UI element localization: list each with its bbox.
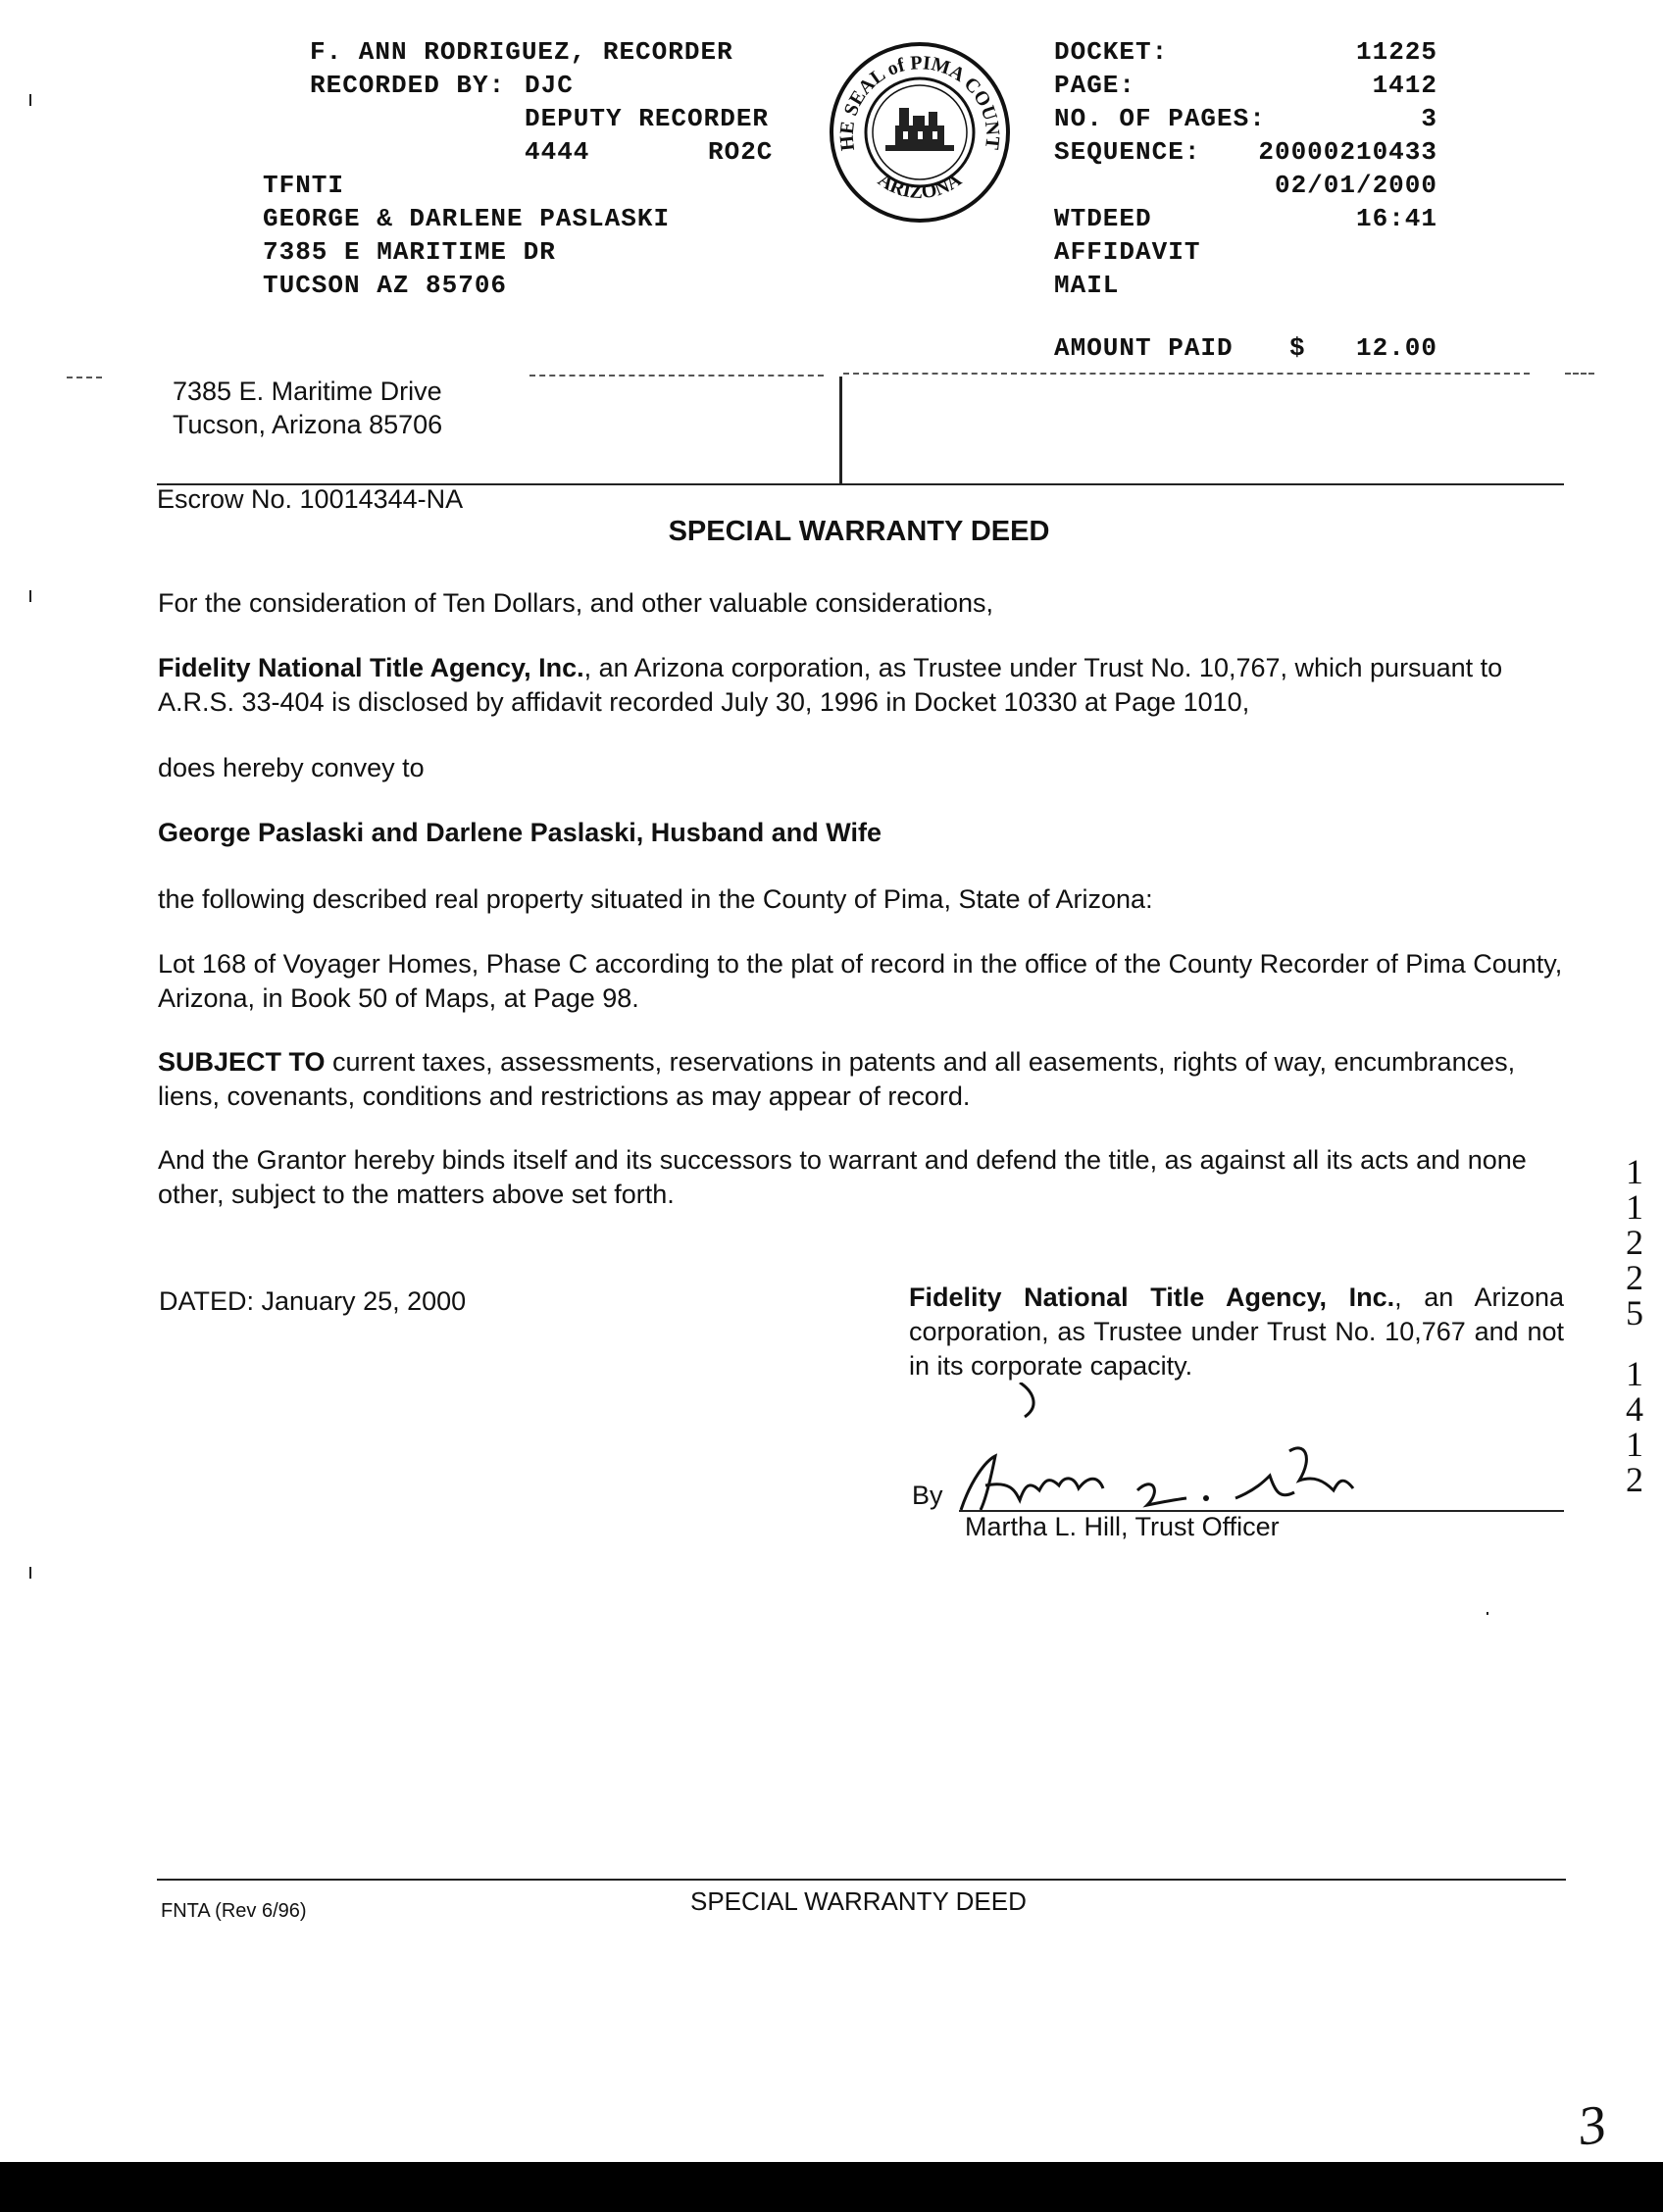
margin-stamp-digit: 2 xyxy=(1626,1258,1643,1297)
grantor-name: Fidelity National Title Agency, Inc. xyxy=(158,653,584,682)
pages-label: NO. OF PAGES: xyxy=(1054,104,1266,133)
recorder-name: F. ANN RODRIGUEZ, RECORDER xyxy=(310,37,733,67)
margin-stamp-digit: 1 xyxy=(1626,1187,1643,1227)
doc-type-3: MAIL xyxy=(1054,271,1120,300)
dashed-rule xyxy=(1565,373,1594,375)
dated-line: DATED: January 25, 2000 xyxy=(159,1286,467,1316)
property-location-paragraph: the following described real property situated in the County of Pima, State of Arizona: xyxy=(158,884,1153,914)
doc-type-2: AFFIDAVIT xyxy=(1054,237,1201,267)
doc-type-1: WTDEED xyxy=(1054,204,1152,233)
signature xyxy=(941,1382,1412,1530)
margin-stamp-digit: 1 xyxy=(1626,1425,1643,1464)
page-label: PAGE: xyxy=(1054,71,1136,100)
party-names: GEORGE & DARLENE PASLASKI xyxy=(263,204,671,233)
seal-bottom-text: ARIZONA xyxy=(874,169,966,204)
margin-stamp-digit: 5 xyxy=(1626,1293,1643,1332)
record-date: 02/01/2000 xyxy=(1274,171,1437,200)
margin-mark xyxy=(1487,1612,1488,1615)
warranty-paragraph: And the Grantor hereby binds itself and its successors to warrant and defend the title, as against all its acts and none other, subject to the matters above set forth. xyxy=(158,1145,1527,1209)
recorded-by-value: DJC xyxy=(525,71,574,100)
dashed-rule xyxy=(529,375,824,377)
pages-count: 3 xyxy=(1421,104,1437,133)
page-number: 1412 xyxy=(1372,71,1437,100)
margin-mark xyxy=(29,590,31,602)
grantor-sign-description: , an Arizona corporation, as Trustee under Trust No. 10,767 and not in its corporate capacity. xyxy=(909,1282,1565,1381)
by-label: By xyxy=(912,1481,943,1510)
docket-label: DOCKET: xyxy=(1054,37,1169,67)
recorded-by-label: RECORDED BY: xyxy=(310,71,506,100)
amount-currency: $ xyxy=(1289,333,1306,363)
seal-top-text: HE SEAL of PIMA COUNT xyxy=(835,52,1004,152)
tfnti: TFNTI xyxy=(263,171,345,200)
recorder-code-1: 4444 xyxy=(525,137,590,167)
margin-stamp-digit: 2 xyxy=(1626,1460,1643,1499)
amount-value: 12.00 xyxy=(1355,333,1437,363)
subject-to-text: current taxes, assessments, reservations in patents and all easements, rights of way, encumbrances, liens, covenants, conditions and restrictions as may appear of record. xyxy=(158,1047,1516,1111)
margin-mark xyxy=(29,94,31,106)
county-seal xyxy=(827,39,1013,226)
signer-name: Martha L. Hill, Trust Officer xyxy=(965,1512,1280,1541)
legal-description-paragraph: Lot 168 of Voyager Homes, Phase C according to the plat of record in the office of the County Recorder of Pima County, Arizona, in Book 50 of Maps, at Page 98. xyxy=(158,949,1563,1013)
sequence-number: 20000210433 xyxy=(1258,137,1437,167)
svg-text:ARIZONA xyxy=(874,169,966,203)
footer-rule xyxy=(157,1879,1566,1881)
escrow-number: Escrow No. 10014344-NA xyxy=(157,484,464,514)
margin-stamp-digit: 1 xyxy=(1626,1354,1643,1393)
mail-box-divider xyxy=(839,377,842,484)
dashed-rule xyxy=(843,373,1530,375)
dashed-rule xyxy=(67,377,102,378)
margin-stamp-digit: 2 xyxy=(1626,1223,1643,1262)
scan-border xyxy=(0,2162,1663,2212)
handwritten-page-number: 3 xyxy=(1574,2093,1611,2158)
grantor-signature-block xyxy=(909,1281,1564,1383)
document-title: SPECIAL WARRANTY DEED xyxy=(668,516,1050,547)
record-time: 16:41 xyxy=(1355,204,1437,233)
margin-stamp-digit: 1 xyxy=(1626,1152,1643,1191)
recorder-code-2: RO2C xyxy=(708,137,774,167)
consideration-paragraph: For the consideration of Ten Dollars, and other valuable considerations, xyxy=(158,588,994,618)
mail-to-line-2: Tucson, Arizona 85706 xyxy=(173,410,443,439)
grantee-paragraph: George Paslaski and Darlene Paslaski, Husband and Wife xyxy=(158,818,882,847)
subject-to-label: SUBJECT TO xyxy=(158,1047,326,1077)
form-number: FNTA (Rev 6/96) xyxy=(161,1900,307,1922)
mail-to-line-1: 7385 E. Maritime Drive xyxy=(173,377,442,406)
deputy-recorder: DEPUTY RECORDER xyxy=(525,104,770,133)
grantor-description: , an Arizona corporation, as Trustee under Trust No. 10,767, which pursuant to A.R.S. 33-404 is disclosed by affidavit recorded July 30, 1996 in Docket 10330 at Page 1010, xyxy=(158,653,1503,717)
party-address-2: TUCSON AZ 85706 xyxy=(263,271,508,300)
sequence-label: SEQUENCE: xyxy=(1054,137,1201,167)
party-address-1: 7385 E MARITIME DR xyxy=(263,237,556,267)
convey-paragraph: does hereby convey to xyxy=(158,753,425,782)
subject-to-paragraph xyxy=(158,1045,1570,1114)
amount-label: AMOUNT PAID xyxy=(1054,333,1234,363)
footer-title: SPECIAL WARRANTY DEED xyxy=(690,1886,1027,1916)
grantor-sign-name: Fidelity National Title Agency, Inc. xyxy=(909,1282,1395,1312)
grantor-paragraph xyxy=(158,651,1570,720)
docket-number: 11225 xyxy=(1355,37,1437,67)
margin-mark xyxy=(29,1567,31,1579)
margin-stamp-digit: 4 xyxy=(1626,1389,1643,1429)
